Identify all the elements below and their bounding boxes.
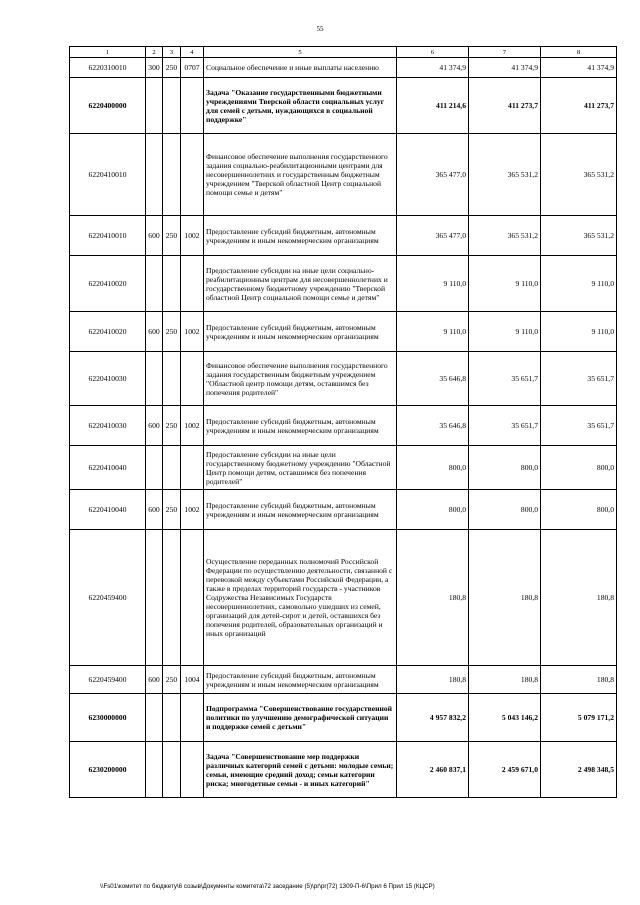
classification-code-cell: 6220410040 bbox=[70, 446, 146, 490]
amount-year1-cell: 35 646,8 bbox=[397, 352, 469, 406]
amount-year2-cell: 41 374,9 bbox=[469, 58, 541, 78]
header-cell: 1 bbox=[70, 47, 146, 58]
table-row bbox=[70, 312, 617, 352]
expense-type-cell bbox=[146, 256, 163, 312]
amount-year3-cell: 35 651,7 bbox=[541, 406, 617, 446]
admin-code-cell: 250 bbox=[163, 490, 181, 530]
section-code-cell: 1002 bbox=[181, 216, 204, 256]
section-code-cell bbox=[181, 694, 204, 742]
amount-year2-cell: 411 273,7 bbox=[469, 78, 541, 134]
description-cell: Осуществление переданных полномочий Российской Федерации по осуществлению деятельности, связанной с перевозкой между субъектами Российской Федерации, а также в пределах территорий государств - участников Содружества Независимых Государств несовершеннолетних, самовольно ушедших из семей, организаций для детей-сирот и детей, оставшихся без попечения родителей, образовательных организаций и иных организаций bbox=[204, 530, 397, 666]
admin-code-cell: 250 bbox=[163, 666, 181, 694]
table-row bbox=[70, 58, 617, 78]
table-row bbox=[70, 666, 617, 694]
section-code-cell bbox=[181, 352, 204, 406]
admin-code-cell: 250 bbox=[163, 312, 181, 352]
admin-code-cell bbox=[163, 256, 181, 312]
expense-type-cell: 600 bbox=[146, 666, 163, 694]
amount-year1-cell: 800,0 bbox=[397, 446, 469, 490]
admin-code-cell bbox=[163, 742, 181, 798]
description-cell: Задача "Совершенствование мер поддержки различных категорий семей с детьми: молодые семьи; семьи, имеющие средний доход; семьи категории риска; многодетные семьи - и иных категорий" bbox=[204, 742, 397, 798]
amount-year2-cell: 35 651,7 bbox=[469, 406, 541, 446]
amount-year3-cell: 365 531,2 bbox=[541, 134, 617, 216]
description-cell: Подпрограмма "Совершенствование государственной политики по улучшению демографической ситуации и поддержке семей с детьми" bbox=[204, 694, 397, 742]
section-code-cell: 1004 bbox=[181, 666, 204, 694]
amount-year1-cell: 180,8 bbox=[397, 666, 469, 694]
description-cell: Предоставление субсидий бюджетным, автономным учреждениям и иным некоммерческим организациям bbox=[204, 666, 397, 694]
admin-code-cell bbox=[163, 134, 181, 216]
table-row bbox=[70, 742, 617, 798]
file-path-footer: \\Fs01\комитет по бюджету\6 созыв\Документы комитета\72 заседание (5)\pr\pr(72) 1309-П-6\Прил 6 Прил 15 (КЦСР) bbox=[100, 883, 435, 890]
expense-type-cell bbox=[146, 78, 163, 134]
amount-year2-cell: 365 531,2 bbox=[469, 216, 541, 256]
amount-year2-cell: 180,8 bbox=[469, 530, 541, 666]
description-cell: Социальное обеспечение и иные выплаты населению bbox=[204, 58, 397, 78]
classification-code-cell: 6220410030 bbox=[70, 352, 146, 406]
classification-code-cell: 6220410040 bbox=[70, 490, 146, 530]
description-cell: Финансовое обеспечение выполнения государственного задания социально-реабилитационными центрами для несовершеннолетних и государственным бюджетным учреждением "Тверской областной Центр социальной помощи семье и детям" bbox=[204, 134, 397, 216]
header-cell: 4 bbox=[181, 47, 204, 58]
description-cell: Предоставление субсидии на иные цели государственному бюджетному учреждению "Областной Центр помощи детям, оставшимся без попечения родителей" bbox=[204, 446, 397, 490]
budget-table bbox=[69, 46, 617, 798]
admin-code-cell: 250 bbox=[163, 406, 181, 446]
header-cell: 5 bbox=[204, 47, 397, 58]
classification-code-cell: 6230000000 bbox=[70, 694, 146, 742]
table-row bbox=[70, 78, 617, 134]
amount-year1-cell: 9 110,0 bbox=[397, 256, 469, 312]
amount-year2-cell: 9 110,0 bbox=[469, 256, 541, 312]
amount-year1-cell: 2 460 837,1 bbox=[397, 742, 469, 798]
table-row bbox=[70, 216, 617, 256]
classification-code-cell: 6220410010 bbox=[70, 134, 146, 216]
table-row bbox=[70, 446, 617, 490]
amount-year3-cell: 180,8 bbox=[541, 530, 617, 666]
expense-type-cell: 300 bbox=[146, 58, 163, 78]
expense-type-cell: 600 bbox=[146, 406, 163, 446]
description-cell: Задача "Оказание государственными бюджетными учреждениями Тверской области социальных услуг для семей с детьми, нуждающихся в социальной поддержке" bbox=[204, 78, 397, 134]
expense-type-cell bbox=[146, 446, 163, 490]
amount-year3-cell: 35 651,7 bbox=[541, 352, 617, 406]
section-code-cell: 1002 bbox=[181, 312, 204, 352]
table-body bbox=[70, 47, 617, 798]
amount-year3-cell: 800,0 bbox=[541, 446, 617, 490]
amount-year3-cell: 41 374,9 bbox=[541, 58, 617, 78]
header-cell: 2 bbox=[146, 47, 163, 58]
table-row bbox=[70, 490, 617, 530]
header-cell: 6 bbox=[397, 47, 469, 58]
table-row bbox=[70, 352, 617, 406]
description-cell: Финансовое обеспечение выполнения государственного задания государственным бюджетным учреждением "Областной центр помощи детям, оставшимся без попечения родителей" bbox=[204, 352, 397, 406]
description-cell: Предоставление субсидий бюджетным, автономным учреждениям и иным некоммерческим организациям bbox=[204, 490, 397, 530]
section-code-cell: 1002 bbox=[181, 490, 204, 530]
page-number: 55 bbox=[316, 25, 324, 33]
table-row bbox=[70, 134, 617, 216]
classification-code-cell: 6220410020 bbox=[70, 256, 146, 312]
amount-year3-cell: 180,8 bbox=[541, 666, 617, 694]
header-cell: 8 bbox=[541, 47, 617, 58]
amount-year3-cell: 411 273,7 bbox=[541, 78, 617, 134]
section-code-cell bbox=[181, 78, 204, 134]
admin-code-cell: 250 bbox=[163, 58, 181, 78]
expense-type-cell bbox=[146, 694, 163, 742]
section-code-cell: 0707 bbox=[181, 58, 204, 78]
description-cell: Предоставление субсидий бюджетным, автономным учреждениям и иным некоммерческим организациям bbox=[204, 312, 397, 352]
amount-year3-cell: 2 498 348,5 bbox=[541, 742, 617, 798]
classification-code-cell: 6220410020 bbox=[70, 312, 146, 352]
amount-year1-cell: 41 374,9 bbox=[397, 58, 469, 78]
amount-year2-cell: 800,0 bbox=[469, 490, 541, 530]
section-code-cell bbox=[181, 742, 204, 798]
header-cell: 3 bbox=[163, 47, 181, 58]
admin-code-cell: 250 bbox=[163, 216, 181, 256]
amount-year1-cell: 365 477,0 bbox=[397, 216, 469, 256]
amount-year2-cell: 35 651,7 bbox=[469, 352, 541, 406]
expense-type-cell: 600 bbox=[146, 312, 163, 352]
amount-year2-cell: 9 110,0 bbox=[469, 312, 541, 352]
section-code-cell bbox=[181, 446, 204, 490]
classification-code-cell: 6230200000 bbox=[70, 742, 146, 798]
expense-type-cell bbox=[146, 134, 163, 216]
classification-code-cell: 6220459400 bbox=[70, 666, 146, 694]
classification-code-cell: 6220310010 bbox=[70, 58, 146, 78]
description-cell: Предоставление субсидий бюджетным, автономным учреждениям и иным некоммерческим организациям bbox=[204, 406, 397, 446]
amount-year3-cell: 365 531,2 bbox=[541, 216, 617, 256]
section-code-cell bbox=[181, 530, 204, 666]
amount-year3-cell: 5 079 171,2 bbox=[541, 694, 617, 742]
description-cell: Предоставление субсидии на иные цели социально-реабилитационным центрам для несовершеннолетних и государственному бюджетному учреждению "Тверской областной Центр социальной помощи семье и детям" bbox=[204, 256, 397, 312]
table-row bbox=[70, 406, 617, 446]
amount-year1-cell: 35 646,8 bbox=[397, 406, 469, 446]
table-row bbox=[70, 256, 617, 312]
amount-year3-cell: 800,0 bbox=[541, 490, 617, 530]
amount-year1-cell: 9 110,0 bbox=[397, 312, 469, 352]
classification-code-cell: 6220410030 bbox=[70, 406, 146, 446]
admin-code-cell bbox=[163, 694, 181, 742]
expense-type-cell bbox=[146, 742, 163, 798]
table-row bbox=[70, 694, 617, 742]
amount-year1-cell: 180,8 bbox=[397, 530, 469, 666]
classification-code-cell: 6220410010 bbox=[70, 216, 146, 256]
table-row bbox=[70, 530, 617, 666]
expense-type-cell: 600 bbox=[146, 216, 163, 256]
amount-year1-cell: 800,0 bbox=[397, 490, 469, 530]
amount-year1-cell: 411 214,6 bbox=[397, 78, 469, 134]
classification-code-cell: 6220400000 bbox=[70, 78, 146, 134]
amount-year2-cell: 5 043 146,2 bbox=[469, 694, 541, 742]
section-code-cell: 1002 bbox=[181, 406, 204, 446]
amount-year2-cell: 2 459 671,0 bbox=[469, 742, 541, 798]
section-code-cell bbox=[181, 134, 204, 216]
amount-year1-cell: 365 477,0 bbox=[397, 134, 469, 216]
description-cell: Предоставление субсидий бюджетным, автономным учреждениям и иным некоммерческим организациям bbox=[204, 216, 397, 256]
section-code-cell bbox=[181, 256, 204, 312]
expense-type-cell: 600 bbox=[146, 490, 163, 530]
amount-year2-cell: 365 531,2 bbox=[469, 134, 541, 216]
expense-type-cell bbox=[146, 352, 163, 406]
header-cell: 7 bbox=[469, 47, 541, 58]
amount-year2-cell: 800,0 bbox=[469, 446, 541, 490]
amount-year3-cell: 9 110,0 bbox=[541, 312, 617, 352]
amount-year3-cell: 9 110,0 bbox=[541, 256, 617, 312]
admin-code-cell bbox=[163, 530, 181, 666]
table-header-row bbox=[70, 47, 617, 58]
expense-type-cell bbox=[146, 530, 163, 666]
amount-year2-cell: 180,8 bbox=[469, 666, 541, 694]
admin-code-cell bbox=[163, 352, 181, 406]
admin-code-cell bbox=[163, 78, 181, 134]
admin-code-cell bbox=[163, 446, 181, 490]
classification-code-cell: 6220459400 bbox=[70, 530, 146, 666]
amount-year1-cell: 4 957 832,2 bbox=[397, 694, 469, 742]
